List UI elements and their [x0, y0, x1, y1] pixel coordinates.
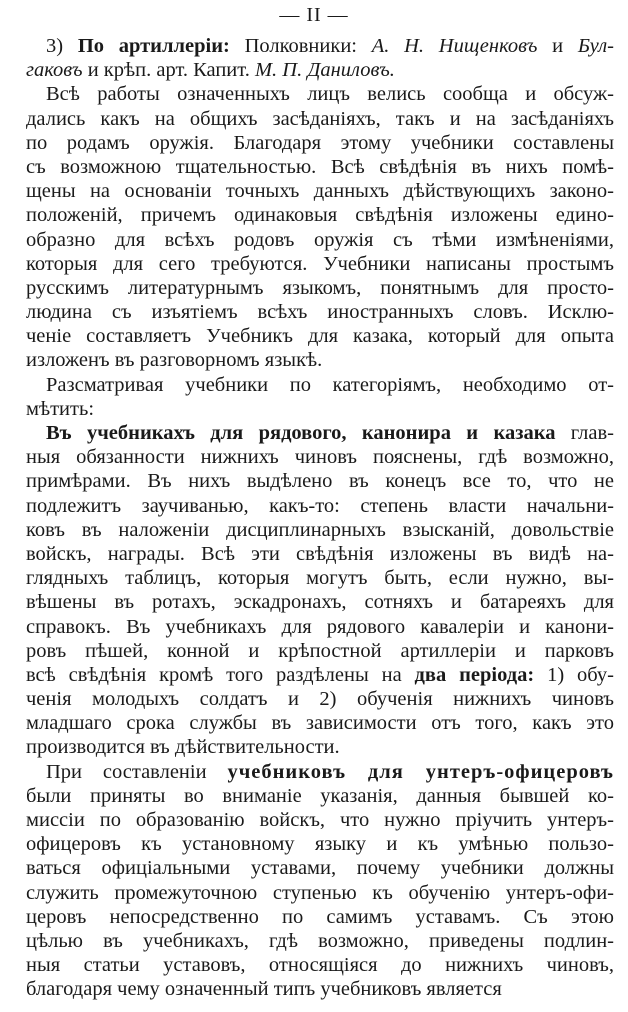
text-run: съ возможною тщательностью. Всѣ свѣдѣнія въ нихъ помѣ- [26, 155, 614, 178]
text-line [26, 252, 614, 276]
text-run: мѣтить: [26, 397, 95, 420]
text-line [26, 929, 614, 953]
text-line [26, 735, 614, 759]
text-run: А. Н. Нищенковъ [371, 35, 538, 57]
page-number: — II — [279, 4, 349, 26]
text-run: ныя обязанности нижнихъ чиновъ пояснены, гдѣ возможно, [26, 446, 614, 469]
text-run: Разсматривая учебники по категоріямъ, необходимо от- [46, 373, 614, 396]
text-line [26, 445, 614, 469]
text-run: Бул- [577, 35, 614, 57]
text-run: и крѣп. арт. Капит. [82, 59, 255, 82]
text-run: служить промежуточною ступенью къ обученію унтеръ-офи- [26, 881, 614, 904]
text-run: дались какъ на общихъ засѣданіяхъ, такъ и на засѣданіяхъ [26, 107, 614, 130]
text-line [26, 155, 614, 179]
text-line [26, 397, 614, 421]
text-run: производится въ дѣйствительности. [26, 736, 340, 759]
text-run: ваться офиціальными уставами, почему учебники должны [26, 857, 614, 880]
text-run: При составленіи [46, 760, 228, 783]
text-run: Полковники: [229, 35, 372, 57]
text-line [26, 276, 614, 300]
text-line [26, 373, 614, 397]
text-line [26, 905, 614, 929]
text-line [26, 760, 614, 784]
text-run: цѣлью въ учебникахъ, гдѣ возможно, приведены подлин- [26, 929, 614, 952]
text-run: образно для всѣхъ родовъ оружія съ тѣми измѣненіями, [26, 228, 614, 251]
text-run: младшаго срока службы въ зависимости отъ того, какъ это [26, 712, 614, 735]
text-run: примѣрами. Въ нихъ выдѣлено въ конецъ все то, что не [26, 470, 614, 493]
text-run: глядныхъ таблицъ, которыя могутъ быть, если нужно, вы- [26, 567, 614, 590]
text-run: войскъ, награды. Всѣ эти свѣдѣнія изложены въ видѣ на- [26, 542, 614, 565]
text-body [26, 34, 614, 1002]
text-run: и [537, 35, 578, 57]
text-line [26, 711, 614, 735]
text-run: 1) обу- [534, 663, 614, 686]
text-line [26, 832, 614, 856]
text-line [26, 300, 614, 324]
text-line [26, 615, 614, 639]
text-line [26, 590, 614, 614]
text-line [26, 203, 614, 227]
text-run: ровъ пѣшей, конной и крѣпостной артиллеріи и парковъ [26, 639, 614, 662]
text-run: всѣ свѣдѣнія кромѣ того раздѣлены на [26, 663, 415, 686]
text-line [26, 856, 614, 880]
text-line [26, 348, 614, 372]
text-run: которыя для сего требуются. Учебники написаны простымъ [26, 252, 614, 275]
text-line [26, 663, 614, 687]
text-line [26, 469, 614, 493]
text-line [26, 107, 614, 131]
text-run: справокъ. Въ учебникахъ для рядового кавалеріи и канони- [26, 615, 614, 638]
text-run: глав- [555, 422, 614, 444]
text-run: ченіе составляетъ Учебникъ для казака, который для опыта [26, 325, 614, 348]
text-run: гаковъ [26, 59, 83, 82]
text-line [26, 639, 614, 663]
text-run: Въ учебникахъ для рядового, канонира и казака [46, 422, 556, 444]
text-line [26, 953, 614, 977]
text-run: ченія молодыхъ солдатъ и 2) обученія нижнихъ чиновъ [26, 688, 614, 711]
text-line [26, 687, 614, 711]
text-run: ныя статьи уставовъ, относящіяся до нижнихъ чиновъ, [26, 954, 614, 977]
text-run: 3) [46, 35, 78, 57]
text-run: вѣшены въ ротахъ, эскадронахъ, сотняхъ и батареяхъ для [26, 591, 614, 614]
text-line [26, 228, 614, 252]
text-run: положеній, причемъ одинаковыя свѣдѣнія изложены едино- [26, 204, 614, 227]
text-run: учебниковъ для унтеръ-офицеровъ [227, 760, 614, 783]
text-run: два періода: [414, 663, 535, 686]
text-line [26, 566, 614, 590]
text-line [26, 977, 614, 1001]
text-run: русскимъ литературнымъ языкомъ, понятнымъ для просто- [26, 276, 614, 299]
text-line [26, 131, 614, 155]
text-line [26, 179, 614, 203]
text-run: миссіи по образованію войскъ, что нужно пріучить унтеръ- [26, 809, 614, 831]
text-line [26, 58, 614, 82]
text-run: подлежитъ заучиванью, какъ-то: степень власти начальни- [26, 494, 614, 517]
text-run: благодаря чему означенный типъ учебниковъ является [26, 978, 502, 1001]
text-line [26, 542, 614, 566]
text-line [26, 34, 614, 58]
text-run: По артиллеріи: [77, 35, 230, 57]
text-run: Всѣ работы означенныхъ лицъ велись сообща и обсуж- [46, 83, 614, 106]
text-run: ковъ въ наложеніи дисциплинарныхъ взысканій, довольствіе [26, 518, 614, 541]
text-run: офицеровъ къ установному языку и къ умѣнью пользо- [26, 833, 614, 856]
text-line [26, 881, 614, 905]
text-run: изложенъ въ разговорномъ языкѣ. [26, 349, 323, 372]
text-line [26, 808, 614, 832]
text-run: людина съ изъятіемъ всѣхъ иностранныхъ словъ. Исклю- [26, 301, 614, 324]
text-line [26, 494, 614, 518]
text-run: М. П. Даниловъ. [254, 59, 395, 82]
text-line [26, 324, 614, 348]
text-run: церовъ непосредственно по самимъ уставамъ. Съ этою [26, 905, 614, 928]
text-line [26, 518, 614, 542]
text-run: по родамъ оружія. Благодаря этому учебники составлены [26, 131, 614, 154]
text-line [26, 784, 614, 808]
text-line [26, 421, 614, 445]
text-run: щены на основаніи точныхъ данныхъ дѣйствующихъ законо- [26, 180, 614, 203]
text-run: были приняты во вниманіе указанія, данныя бывшей ко- [26, 784, 614, 807]
text-line [26, 82, 614, 106]
